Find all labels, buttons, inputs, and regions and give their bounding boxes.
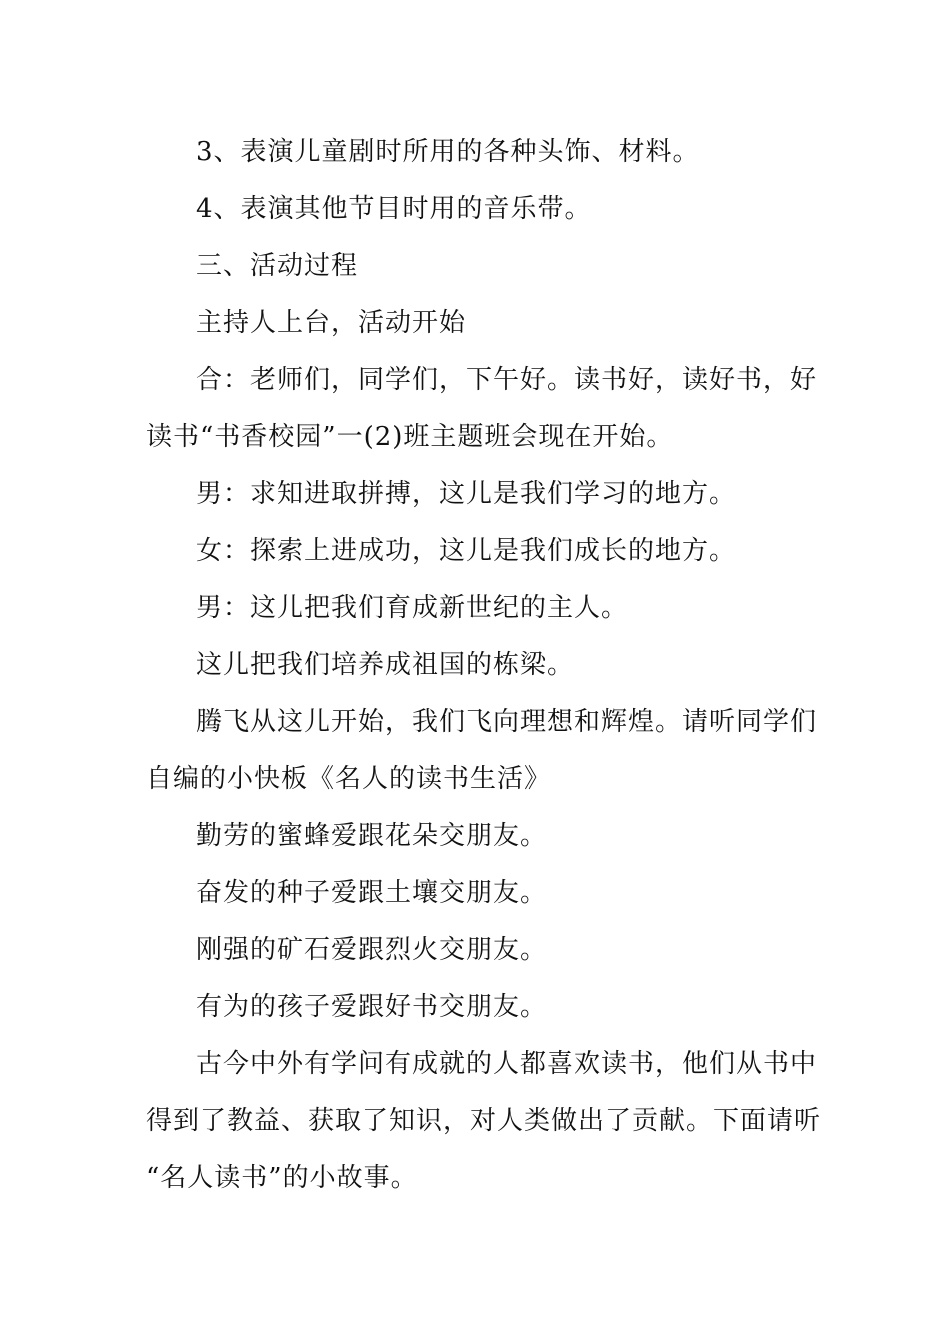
paragraph-line: 合：老师们，同学们，下午好。读书好，读好书，好 — [196, 365, 818, 395]
paragraph-line: “名人读书”的小故事。 — [146, 1163, 418, 1193]
paragraph-line: 自编的小快板《名人的读书生活》 — [146, 764, 552, 794]
paragraph-line: 读书“书香校园”一(2)班主题班会现在开始。 — [146, 422, 674, 452]
list-item-music: 4、表演其他节目时用的音乐带。 — [196, 194, 592, 224]
paragraph-line: 古今中外有学问有成就的人都喜欢读书，他们从书中 — [196, 1049, 818, 1079]
paragraph-line: 得到了教益、获取了知识，对人类做出了贡献。下面请听 — [146, 1106, 822, 1136]
paragraph-line: 女：探索上进成功，这儿是我们成长的地方。 — [196, 536, 737, 566]
verse-line: 刚强的矿石爱跟烈火交朋友。 — [196, 935, 548, 965]
paragraph-line: 男：求知进取拼搏，这儿是我们学习的地方。 — [196, 479, 737, 509]
verse-line: 奋发的种子爱跟土壤交朋友。 — [196, 878, 548, 908]
paragraph-line: 男：这儿把我们育成新世纪的主人。 — [196, 593, 629, 623]
paragraph-line: 这儿把我们培养成祖国的栋梁。 — [196, 650, 575, 680]
section-heading: 三、活动过程 — [196, 251, 359, 281]
paragraph-line: 腾飞从这儿开始，我们飞向理想和辉煌。请听同学们 — [196, 707, 818, 737]
verse-line: 勤劳的蜜蜂爱跟花朵交朋友。 — [196, 821, 548, 851]
list-item-materials: 3、表演儿童剧时所用的各种头饰、材料。 — [196, 137, 700, 167]
paragraph-line: 主持人上台，活动开始 — [196, 308, 467, 338]
verse-line: 有为的孩子爱跟好书交朋友。 — [196, 992, 548, 1022]
